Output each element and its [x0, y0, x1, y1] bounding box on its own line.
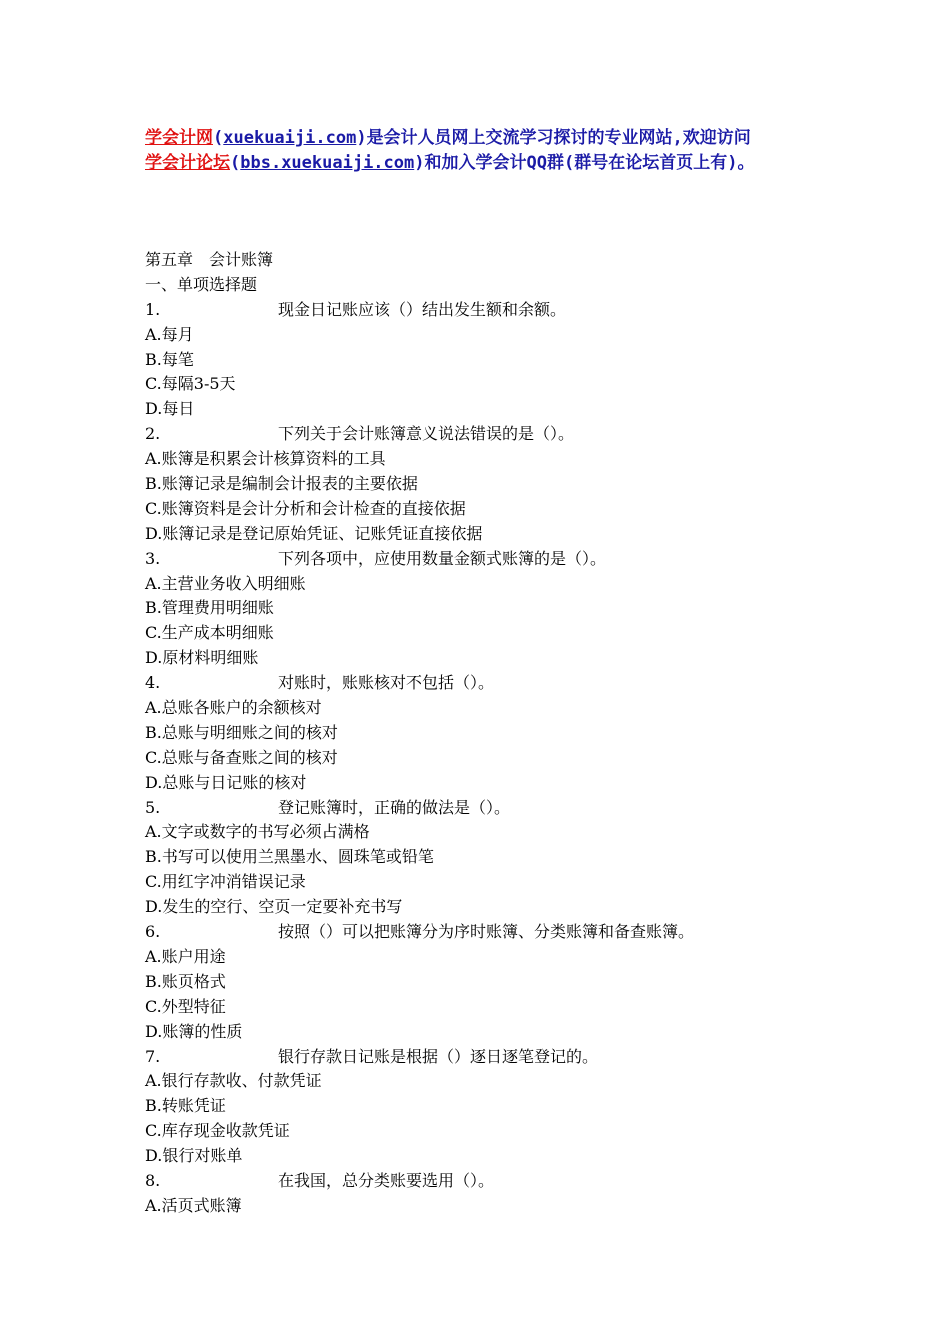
- answer-option: B.管理费用明细账: [145, 598, 274, 618]
- answer-option: B.账簿记录是编制会计报表的主要依据: [145, 474, 418, 494]
- question-number: 7.: [145, 1046, 161, 1066]
- answer-option: A.总账各账户的余额核对: [145, 698, 322, 718]
- answer-option: C.账簿资料是会计分析和会计检查的直接依据: [145, 498, 466, 518]
- question-1: [145, 298, 925, 323]
- paren-open: (: [230, 153, 241, 173]
- question-number: 8.: [145, 1170, 161, 1190]
- forum-name-link[interactable]: 学会计论坛: [145, 153, 230, 173]
- answer-option: D.账簿记录是登记原始凭证、记账凭证直接依据: [145, 523, 483, 543]
- answer-option: C.用红字冲消错误记录: [145, 872, 306, 892]
- answer-option: D.原材料明细账: [145, 648, 259, 668]
- question-2: [145, 422, 925, 447]
- answer-option: B.每笔: [145, 349, 194, 369]
- answer-option: A.银行存款收、付款凭证: [145, 1071, 322, 1091]
- question-number: 4.: [145, 673, 161, 693]
- question-text: 按照（）可以把账簿分为序时账簿、分类账簿和备查账簿。: [278, 922, 695, 942]
- answer-option: A.账户用途: [145, 946, 226, 966]
- question-number: 1.: [145, 299, 161, 319]
- question-number: 2.: [145, 424, 161, 444]
- question-3: [145, 547, 925, 572]
- question-text: 下列各项中，应使用数量金额式账簿的是（）。: [278, 548, 607, 568]
- document-body: [145, 248, 925, 1219]
- question-5: [145, 796, 925, 821]
- answer-option: A.活页式账簿: [145, 1195, 242, 1215]
- header-line-2-text: 和加入学会计QQ群(群号在论坛首页上有)。: [424, 153, 755, 173]
- question-8: [145, 1169, 925, 1194]
- question-6: [145, 920, 925, 945]
- answer-option: A.文字或数字的书写必须占满格: [145, 822, 370, 842]
- question-text: 在我国，总分类账要选用（）。: [278, 1170, 495, 1190]
- answer-option: B.总账与明细账之间的核对: [145, 722, 338, 742]
- question-4: [145, 671, 925, 696]
- answer-option: B.转账凭证: [145, 1096, 226, 1116]
- forum-url-link[interactable]: bbs.xuekuaiji.com: [240, 153, 415, 173]
- header-line-1: [145, 126, 925, 151]
- paren-close: ): [414, 153, 425, 173]
- header-line-2: [145, 151, 925, 176]
- chapter-title: 第五章 会计账簿: [145, 250, 274, 269]
- question-list: [145, 298, 925, 1219]
- paren-close: ): [356, 128, 367, 148]
- answer-option: A.主营业务收入明细账: [145, 573, 306, 593]
- answer-option: A.账簿是积累会计核算资料的工具: [145, 449, 386, 469]
- answer-option: D.总账与日记账的核对: [145, 772, 307, 792]
- answer-option: A.每月: [145, 324, 194, 344]
- answer-option: D.账簿的性质: [145, 1021, 243, 1041]
- question-number: 5.: [145, 797, 161, 817]
- answer-option: B.账页格式: [145, 971, 226, 991]
- question-text: 下列关于会计账簿意义说法错误的是（）。: [278, 424, 575, 444]
- answer-option: C.库存现金收款凭证: [145, 1121, 290, 1141]
- question-text: 登记账簿时，正确的做法是（）。: [278, 797, 511, 817]
- section-title: 一、单项选择题: [145, 274, 258, 294]
- answer-option: D.每日: [145, 399, 195, 419]
- question-number: 6.: [145, 922, 161, 942]
- header-line-1-text: 是会计人员网上交流学习探讨的专业网站,欢迎访问: [366, 128, 751, 148]
- question-text: 对账时，账账核对不包括（）。: [278, 673, 495, 693]
- question-number: 3.: [145, 548, 161, 568]
- paren-open: (: [213, 128, 224, 148]
- answer-option: C.生产成本明细账: [145, 623, 274, 643]
- site-header: [145, 126, 925, 176]
- answer-option: D.银行对账单: [145, 1146, 243, 1166]
- answer-option: B.书写可以使用兰黑墨水、圆珠笔或铅笔: [145, 847, 434, 867]
- answer-option: C.总账与备查账之间的核对: [145, 747, 338, 767]
- answer-option: D.发生的空行、空页一定要补充书写: [145, 897, 403, 917]
- question-text: 银行存款日记账是根据（）逐日逐笔登记的。: [278, 1046, 599, 1066]
- answer-option: C.每隔3-5天: [145, 374, 236, 394]
- site-name-link[interactable]: 学会计网: [145, 128, 213, 148]
- question-7: [145, 1045, 925, 1070]
- site-url-link[interactable]: xuekuaiji.com: [223, 128, 357, 148]
- answer-option: C.外型特征: [145, 996, 226, 1016]
- question-text: 现金日记账应该（）结出发生额和余额。: [278, 299, 567, 319]
